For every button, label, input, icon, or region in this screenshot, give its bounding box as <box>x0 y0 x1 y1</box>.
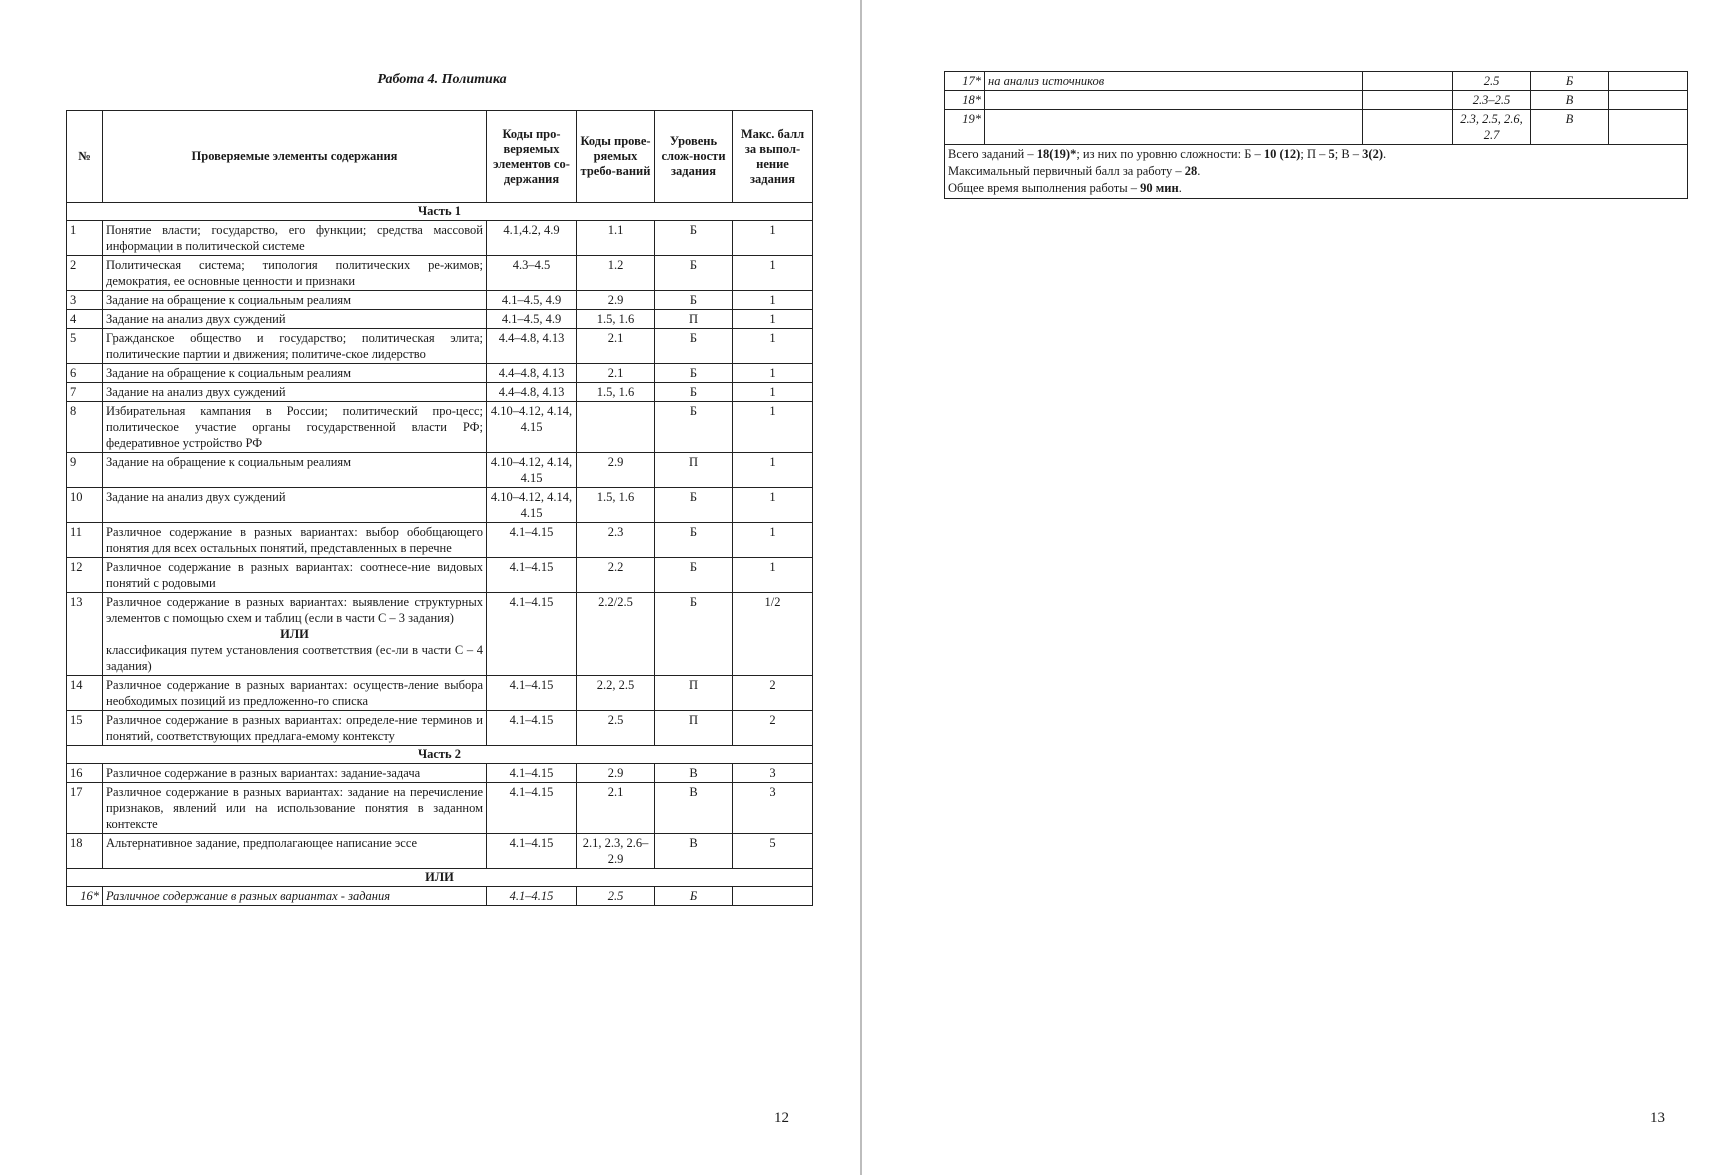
content-codes: 4.10–4.12, 4.14, 4.15 <box>487 488 577 523</box>
task-description: Различное содержание в разных вариантах: определе-ние терминов и понятий, соответствующих предлага-емому контексту <box>103 711 487 746</box>
task-description-b: классификация путем установления соответствия (ес-ли в части С – 4 задания) <box>106 643 483 673</box>
task-number: 17* <box>945 72 985 91</box>
requirement-codes: 1.2 <box>577 256 655 291</box>
requirement-codes: 1.5, 1.6 <box>577 310 655 329</box>
table-row <box>67 329 813 364</box>
task-description <box>985 110 1363 145</box>
task-number: 18* <box>945 91 985 110</box>
difficulty-level: П <box>655 676 733 711</box>
max-score: 1 <box>733 402 813 453</box>
content-codes: 4.1,4.2, 4.9 <box>487 221 577 256</box>
content-codes: 4.1–4.15 <box>487 523 577 558</box>
task-description: Различное содержание в разных вариантах: соотнесе-ние видовых понятий с родовыми <box>103 558 487 593</box>
task-description: Понятие власти; государство, его функции; средства массовой информации в политической системе <box>103 221 487 256</box>
header-level: Уровень слож-ности задания <box>655 111 733 203</box>
difficulty-level: В <box>1531 91 1609 110</box>
requirement-codes: 2.1 <box>577 783 655 834</box>
task-description: Гражданское общество и государство; политическая элита; политические партии и движения; политиче-ское лидерство <box>103 329 487 364</box>
content-codes: 4.1–4.15 <box>487 676 577 711</box>
summary-max-score: Максимальный первичный балл за работу – 28. <box>948 164 1201 178</box>
requirement-codes: 2.1 <box>577 364 655 383</box>
task-number: 14 <box>67 676 103 711</box>
difficulty-level: Б <box>655 383 733 402</box>
content-codes: 4.1–4.15 <box>487 593 577 676</box>
table-row <box>67 453 813 488</box>
header-elements: Проверяемые элементы содержания <box>103 111 487 203</box>
page-number: 12 <box>774 1110 789 1126</box>
difficulty-level: В <box>655 783 733 834</box>
task-description: Различное содержание в разных вариантах - задания <box>103 887 487 906</box>
task-number: 19* <box>945 110 985 145</box>
table-row <box>67 310 813 329</box>
difficulty-level: Б <box>655 523 733 558</box>
max-score: 5 <box>733 834 813 869</box>
table-row <box>945 72 1688 91</box>
max-score: 1 <box>733 310 813 329</box>
max-score: 1 <box>733 221 813 256</box>
difficulty-level: В <box>655 834 733 869</box>
table-row <box>67 676 813 711</box>
requirement-codes: 2.2/2.5 <box>577 593 655 676</box>
content-codes: 4.1–4.15 <box>487 558 577 593</box>
table-row <box>67 488 813 523</box>
task-number: 4 <box>67 310 103 329</box>
max-score <box>733 887 813 906</box>
requirement-codes: 2.5 <box>1453 72 1531 91</box>
requirement-codes: 2.5 <box>577 711 655 746</box>
table-row <box>67 711 813 746</box>
task-number: 9 <box>67 453 103 488</box>
content-codes: 4.3–4.5 <box>487 256 577 291</box>
table-row <box>67 834 813 869</box>
summary-row <box>945 145 1688 199</box>
task-number: 11 <box>67 523 103 558</box>
requirement-codes: 2.3–2.5 <box>1453 91 1531 110</box>
content-codes: 4.1–4.15 <box>487 764 577 783</box>
table-row <box>67 291 813 310</box>
table-row <box>67 783 813 834</box>
spec-table <box>66 110 813 906</box>
requirement-codes: 2.5 <box>577 887 655 906</box>
task-number: 7 <box>67 383 103 402</box>
task-number: 13 <box>67 593 103 676</box>
difficulty-level: Б <box>655 291 733 310</box>
table-row <box>67 558 813 593</box>
requirement-codes: 1.5, 1.6 <box>577 383 655 402</box>
difficulty-level: Б <box>655 402 733 453</box>
max-score: 1 <box>733 523 813 558</box>
max-score: 1 <box>733 453 813 488</box>
task-number: 3 <box>67 291 103 310</box>
difficulty-level: Б <box>655 256 733 291</box>
content-codes: 4.10–4.12, 4.14, 4.15 <box>487 402 577 453</box>
task-description <box>985 91 1363 110</box>
part-row <box>67 869 813 887</box>
task-description: Задание на анализ двух суждений <box>103 488 487 523</box>
table-row <box>945 91 1688 110</box>
task-number: 16 <box>67 764 103 783</box>
difficulty-level: Б <box>655 488 733 523</box>
requirement-codes: 2.3, 2.5, 2.6, 2.7 <box>1453 110 1531 145</box>
requirement-codes: 2.3 <box>577 523 655 558</box>
task-number: 5 <box>67 329 103 364</box>
difficulty-level: Б <box>655 221 733 256</box>
max-score: 1 <box>733 329 813 364</box>
requirement-codes: 2.9 <box>577 764 655 783</box>
max-score: 3 <box>733 764 813 783</box>
part-row <box>67 746 813 764</box>
part2-label: Часть 2 <box>67 746 813 764</box>
header-max-score: Макс. балл за выпол-нение задания <box>733 111 813 203</box>
difficulty-level: Б <box>1531 72 1609 91</box>
task-number: 17 <box>67 783 103 834</box>
content-codes: 4.4–4.8, 4.13 <box>487 364 577 383</box>
task-description: Альтернативное задание, предполагающее написание эссе <box>103 834 487 869</box>
part-row <box>67 203 813 221</box>
content-codes: 4.4–4.8, 4.13 <box>487 383 577 402</box>
difficulty-level: Б <box>655 364 733 383</box>
or-label: ИЛИ <box>280 627 309 641</box>
task-description: Различное содержание в разных вариантах: выбор обобщающего понятия для всех остальных понятий, представленных в перечне <box>103 523 487 558</box>
max-score: 1 <box>733 364 813 383</box>
content-codes: 4.1–4.15 <box>487 783 577 834</box>
difficulty-level: В <box>655 764 733 783</box>
content-codes: 4.4–4.8, 4.13 <box>487 329 577 364</box>
requirement-codes: 1.1 <box>577 221 655 256</box>
table-row <box>67 221 813 256</box>
max-score: 1 <box>733 488 813 523</box>
table-row <box>67 593 813 676</box>
task-description: Задание на анализ двух суждений <box>103 383 487 402</box>
table-body <box>945 72 1688 199</box>
spec-table-continued <box>944 71 1688 199</box>
table-row <box>67 764 813 783</box>
content-codes: 4.1–4.15 <box>487 887 577 906</box>
difficulty-level: Б <box>655 593 733 676</box>
task-number: 2 <box>67 256 103 291</box>
table-body <box>67 203 813 906</box>
task-number: 1 <box>67 221 103 256</box>
task-description <box>103 593 487 676</box>
max-score: 2 <box>733 711 813 746</box>
table-row <box>67 402 813 453</box>
task-description: Избирательная кампания в России; политический про-цесс; политическое участие органы государственной власти РФ; федеративное устройство РФ <box>103 402 487 453</box>
difficulty-level: Б <box>655 329 733 364</box>
summary-time: Общее время выполнения работы – 90 мин. <box>948 181 1182 195</box>
difficulty-level: П <box>655 711 733 746</box>
content-codes: 4.10–4.12, 4.14, 4.15 <box>487 453 577 488</box>
content-codes <box>1363 91 1453 110</box>
task-description: Политическая система; типология политических ре-жимов; демократия, ее основные ценности и признаки <box>103 256 487 291</box>
task-description: Различное содержание в разных вариантах: осуществ-ление выбора необходимых позиций из предложенно-го списка <box>103 676 487 711</box>
table-row <box>67 364 813 383</box>
requirement-codes: 2.1 <box>577 329 655 364</box>
task-number: 12 <box>67 558 103 593</box>
requirement-codes: 2.1, 2.3, 2.6–2.9 <box>577 834 655 869</box>
difficulty-level: В <box>1531 110 1609 145</box>
content-codes: 4.1–4.5, 4.9 <box>487 310 577 329</box>
task-number: 16* <box>67 887 103 906</box>
task-description: на анализ источников <box>985 72 1363 91</box>
task-number: 8 <box>67 402 103 453</box>
max-score <box>1609 72 1688 91</box>
page-title: Работа 4. Политика <box>377 72 507 87</box>
max-score: 2 <box>733 676 813 711</box>
max-score: 1 <box>733 256 813 291</box>
max-score <box>1609 91 1688 110</box>
header-num: № <box>67 111 103 203</box>
requirement-codes: 2.2, 2.5 <box>577 676 655 711</box>
requirement-codes: 2.2 <box>577 558 655 593</box>
task-description: Различное содержание в разных вариантах: задание-задача <box>103 764 487 783</box>
difficulty-level: П <box>655 310 733 329</box>
table-row <box>67 523 813 558</box>
summary-total: Всего заданий – 18(19)*; из них по уровню сложности: Б – 10 (12); П – 5; В – 3(2). <box>948 147 1387 161</box>
task-description: Задание на обращение к социальным реалиям <box>103 291 487 310</box>
content-codes <box>1363 110 1453 145</box>
table-header-row <box>67 111 813 203</box>
table-row <box>67 383 813 402</box>
content-codes: 4.1–4.15 <box>487 711 577 746</box>
difficulty-level: П <box>655 453 733 488</box>
task-description-a: Различное содержание в разных вариантах: выявление структурных элементов с помощью схем и таблиц (если в части С – 3 задания) <box>106 595 483 625</box>
max-score: 1 <box>733 383 813 402</box>
task-number: 15 <box>67 711 103 746</box>
task-number: 6 <box>67 364 103 383</box>
max-score: 1 <box>733 291 813 310</box>
task-description: Задание на обращение к социальным реалиям <box>103 453 487 488</box>
max-score: 1/2 <box>733 593 813 676</box>
content-codes: 4.1–4.5, 4.9 <box>487 291 577 310</box>
or-divider: ИЛИ <box>67 869 813 887</box>
header-req-codes: Коды прове-ряемых требо-ваний <box>577 111 655 203</box>
page-number: 13 <box>1650 1110 1665 1126</box>
table-row <box>67 256 813 291</box>
content-codes: 4.1–4.15 <box>487 834 577 869</box>
task-description: Задание на обращение к социальным реалиям <box>103 364 487 383</box>
requirement-codes: 1.5, 1.6 <box>577 488 655 523</box>
table-row <box>67 887 813 906</box>
max-score: 3 <box>733 783 813 834</box>
requirement-codes <box>577 402 655 453</box>
requirement-codes: 2.9 <box>577 453 655 488</box>
task-number: 10 <box>67 488 103 523</box>
table-row <box>945 110 1688 145</box>
difficulty-level: Б <box>655 558 733 593</box>
task-number: 18 <box>67 834 103 869</box>
part1-label: Часть 1 <box>67 203 813 221</box>
summary-cell <box>945 145 1688 199</box>
difficulty-level: Б <box>655 887 733 906</box>
requirement-codes: 2.9 <box>577 291 655 310</box>
task-description: Различное содержание в разных вариантах: задание на перечисление признаков, явлений или на использование понятия в заданном контексте <box>103 783 487 834</box>
max-score: 1 <box>733 558 813 593</box>
max-score <box>1609 110 1688 145</box>
header-content-codes: Коды про-веряемых элементов со-держания <box>487 111 577 203</box>
task-description: Задание на анализ двух суждений <box>103 310 487 329</box>
content-codes <box>1363 72 1453 91</box>
